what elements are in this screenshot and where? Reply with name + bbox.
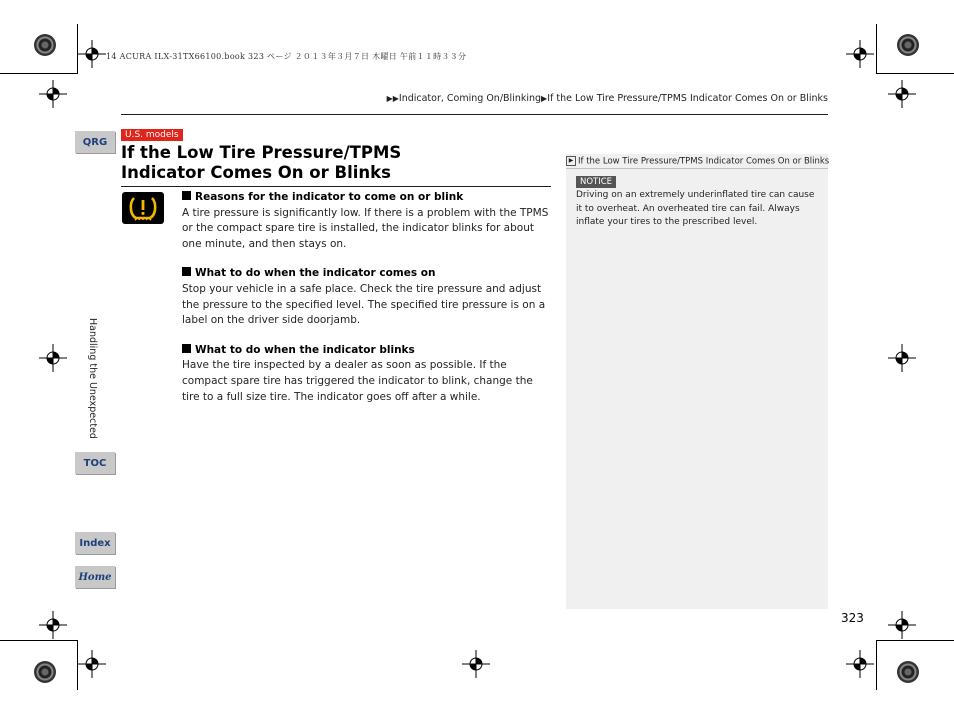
crop-mark-top-left xyxy=(0,73,78,74)
section-body: A tire pressure is significantly low. If there is a problem with the TPMS or the compact spare tire is installed, the indicator blinks for about one minute, and then stays on. xyxy=(182,206,549,250)
section-heading: What to do when the indicator blinks xyxy=(182,343,552,359)
us-models-tag: U.S. models xyxy=(121,129,183,141)
print-job-header: 14 ACURA ILX-31TX66100.book 323 ページ ２０１３年３月７日 木曜日 午前１１時３３分 xyxy=(106,52,467,61)
page-title-line1: If the Low Tire Pressure/TPMS xyxy=(121,143,402,162)
panel-divider xyxy=(566,168,828,169)
arrow-icon: ▶ xyxy=(541,94,548,103)
crosshair-mark xyxy=(78,40,106,68)
crosshair-mark xyxy=(462,650,490,678)
crop-mark-bottom-right xyxy=(876,640,954,641)
section-heading: Reasons for the indicator to come on or blink xyxy=(182,190,552,206)
crop-mark-bottom-right-v xyxy=(876,640,877,690)
crosshair-mark xyxy=(846,650,874,678)
crosshair-mark xyxy=(78,650,106,678)
home-script-logo: Home xyxy=(78,571,112,583)
qrg-button[interactable]: QRG xyxy=(75,131,115,153)
crosshair-mark xyxy=(888,344,916,372)
crosshair-mark xyxy=(39,344,67,372)
toc-button[interactable]: TOC xyxy=(75,452,115,474)
chapter-side-label: Handling the Unexpected xyxy=(87,318,98,439)
crop-mark-top-right-v xyxy=(876,24,877,74)
breadcrumb-current: If the Low Tire Pressure/TPMS Indicator Comes On or Blinks xyxy=(547,93,828,104)
page-number: 323 xyxy=(841,611,864,625)
section-body: Have the tire inspected by a dealer as soon as possible. If the compact spare tire has triggered the indicator to blink, change the tire to a full size tire. The indicator goes off after a while. xyxy=(182,359,533,403)
breadcrumb xyxy=(387,93,828,104)
section-body: Stop your vehicle in a safe place. Check the tire pressure and adjust the pressure to the specified level. The specified tire pressure is on a label on the driver side doorjamb. xyxy=(182,282,546,327)
page-title xyxy=(121,143,551,183)
crosshair-mark xyxy=(888,611,916,639)
panel-heading: ▶ If the Low Tire Pressure/TPMS Indicator Comes On or Blinks xyxy=(566,156,828,167)
square-bullet-icon xyxy=(182,267,191,276)
registration-sunburst-top-right xyxy=(897,34,919,56)
index-button[interactable]: Index xyxy=(75,532,115,554)
crosshair-mark xyxy=(39,80,67,108)
breadcrumb-link-indicator[interactable]: Indicator, Coming On/Blinking xyxy=(398,93,542,104)
double-arrow-icon: ▶▶ xyxy=(386,94,399,103)
crosshair-mark xyxy=(846,40,874,68)
crosshair-mark xyxy=(888,80,916,108)
crop-mark-bottom-left xyxy=(0,640,78,641)
square-bullet-icon xyxy=(182,191,191,200)
crop-mark-top-right xyxy=(876,73,954,74)
registration-sunburst-bottom-left xyxy=(34,661,56,683)
square-bullet-icon xyxy=(182,344,191,353)
home-button[interactable] xyxy=(75,566,115,588)
title-underline xyxy=(121,186,551,187)
reference-arrow-icon: ▶ xyxy=(566,156,576,166)
notice-text: Driving on an extremely underinflated tire can cause it to overheat. An overheated tire can fail. Always inflate your tires to the prescribed level. xyxy=(576,190,815,227)
crosshair-mark xyxy=(39,611,67,639)
main-content xyxy=(182,190,552,419)
section-heading: What to do when the indicator comes on xyxy=(182,266,552,282)
registration-sunburst-top-left xyxy=(34,34,56,56)
notice-label: NOTICE xyxy=(576,176,616,188)
low-tire-pressure-warning-icon xyxy=(122,192,164,224)
page-title-line2: Indicator Comes On or Blinks xyxy=(121,163,391,182)
header-divider xyxy=(121,114,828,115)
registration-sunburst-bottom-right xyxy=(897,661,919,683)
